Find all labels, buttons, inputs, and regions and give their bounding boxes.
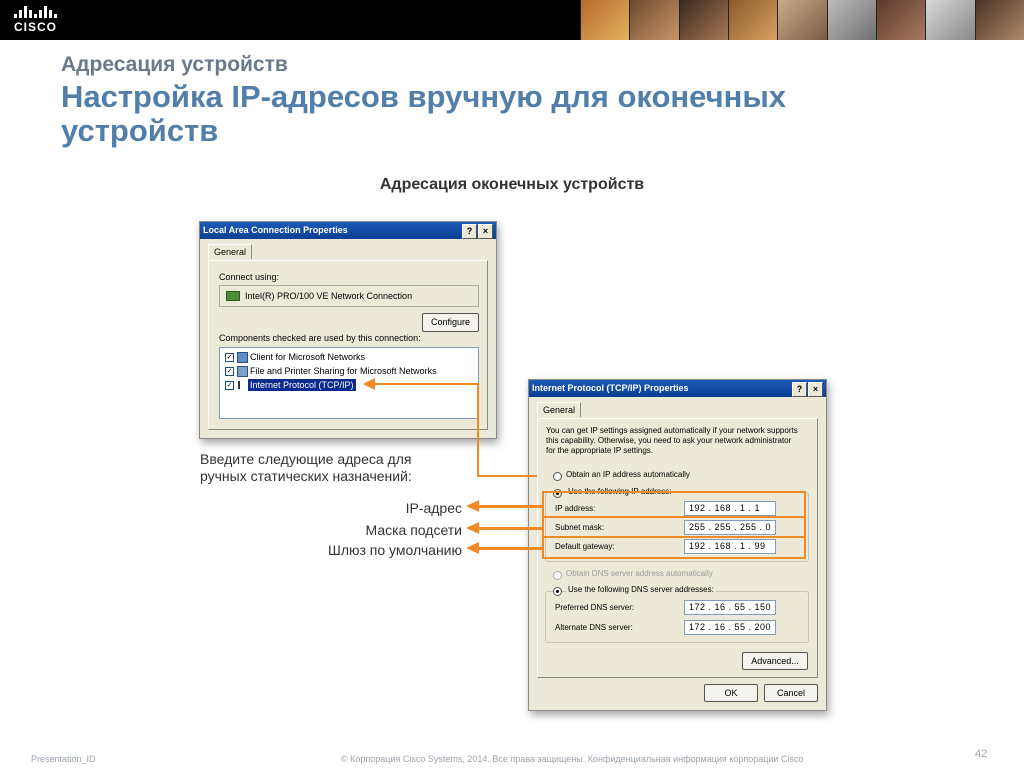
close-button[interactable]: × — [808, 382, 823, 397]
highlight-divider — [542, 536, 806, 538]
checkbox[interactable]: ✓ — [226, 368, 233, 375]
gateway-callout: Шлюз по умолчанию — [327, 542, 462, 558]
arrow-left-icon — [466, 500, 479, 512]
obtain-ip-auto-label: Obtain an IP address automatically — [566, 470, 690, 479]
subnet-mask-field[interactable]: 255 . 255 . 255 . 0 — [684, 520, 776, 535]
header-bar — [0, 0, 1024, 40]
help-button[interactable]: ? — [792, 382, 807, 397]
advanced-button[interactable]: Advanced... — [742, 652, 808, 670]
static-ip-highlight — [542, 491, 806, 559]
figure-caption: Адресация оконечных устройств — [379, 176, 645, 193]
close-button[interactable]: × — [478, 224, 493, 239]
list-item[interactable]: ✓ Internet Protocol (TCP/IP) — [226, 380, 354, 390]
list-item[interactable]: ✓ Client for Microsoft Networks — [226, 352, 366, 362]
page-number: 42 — [975, 748, 988, 760]
arrow-head-icon — [363, 378, 375, 390]
subnet-mask-callout: Маска подсети — [365, 522, 462, 538]
use-following-ip-label: Use the following IP address: — [568, 487, 672, 496]
ip-address-label: IP address: — [555, 504, 596, 513]
callout-line — [479, 505, 542, 508]
checkbox[interactable]: ✓ — [226, 382, 233, 389]
instruction-text: Введите следующие адреса для ручных статических назначений: — [200, 451, 412, 484]
components-label: Components checked are used by this connection: — [219, 333, 421, 343]
lan-properties-dialog — [199, 221, 497, 439]
callout-line — [479, 547, 542, 550]
tcpip-dialog-titlebar: Internet Protocol (TCP/IP) Properties ? × — [529, 380, 826, 397]
highlight-divider — [542, 516, 806, 518]
printer-icon — [237, 366, 248, 377]
connector-line — [477, 475, 537, 477]
people-photo-strip — [580, 0, 1024, 40]
ip-address-callout: IP-адрес — [405, 500, 462, 516]
obtain-dns-auto-radio — [553, 571, 562, 580]
subnet-mask-label: Subnet mask: — [555, 523, 604, 532]
cancel-button[interactable]: Cancel — [764, 684, 818, 702]
ok-button[interactable]: OK — [704, 684, 758, 702]
network-icon — [237, 352, 248, 363]
cisco-logo: CISCO — [14, 6, 62, 34]
connector-line — [375, 383, 477, 385]
arrow-left-icon — [466, 542, 479, 554]
preferred-dns-field[interactable]: 172 . 16 . 55 . 150 — [684, 600, 776, 615]
alternate-dns-label: Alternate DNS server: — [555, 623, 633, 632]
network-card-icon — [226, 291, 240, 301]
list-item[interactable]: ✓ File and Printer Sharing for Microsoft Networks — [226, 366, 437, 376]
tab-general[interactable]: General — [208, 244, 252, 259]
protocol-icon — [238, 381, 246, 389]
adapter-field: Intel(R) PRO/100 VE Network Connection — [219, 285, 479, 307]
use-following-dns-label: Use the following DNS server addresses: — [568, 585, 714, 594]
connect-using-label: Connect using: — [219, 272, 280, 282]
arrow-left-icon — [466, 522, 479, 534]
callout-line — [479, 527, 542, 530]
default-gateway-label: Default gateway: — [555, 542, 615, 551]
slide-title: Настройка IP-адресов вручную для оконечных устройств — [61, 79, 787, 148]
checkbox[interactable]: ✓ — [226, 354, 233, 361]
section-title: Адресация устройств — [61, 53, 288, 76]
connector-line — [477, 383, 479, 476]
dns-group — [545, 591, 809, 643]
alternate-dns-field[interactable]: 172 . 16 . 55 . 200 — [684, 620, 776, 635]
footer-copyright: © Корпорация Cisco Systems, 2014. Все права защищены. Конфиденциальная информация корпорации Cisco — [341, 754, 804, 764]
default-gateway-field[interactable]: 192 . 168 . 1 . 99 — [684, 539, 776, 554]
use-following-dns-radio[interactable] — [553, 587, 562, 596]
ip-address-field[interactable]: 192 . 168 . 1 . 1 — [684, 501, 776, 516]
intro-text: You can get IP settings assigned automatically if your network supports this capability. Otherwise, you need to ask your network administrator for the appropriate IP settings. — [546, 426, 798, 455]
footer-presentation-id: Presentation_ID — [31, 754, 96, 764]
tab-general[interactable]: General — [537, 402, 581, 417]
obtain-ip-auto-radio[interactable] — [553, 472, 562, 481]
lan-dialog-titlebar: Local Area Connection Properties ? × — [200, 222, 496, 239]
obtain-dns-auto-label: Obtain DNS server address automatically — [566, 569, 713, 578]
configure-button[interactable]: Configure — [422, 313, 479, 332]
preferred-dns-label: Preferred DNS server: — [555, 603, 635, 612]
help-button[interactable]: ? — [462, 224, 477, 239]
